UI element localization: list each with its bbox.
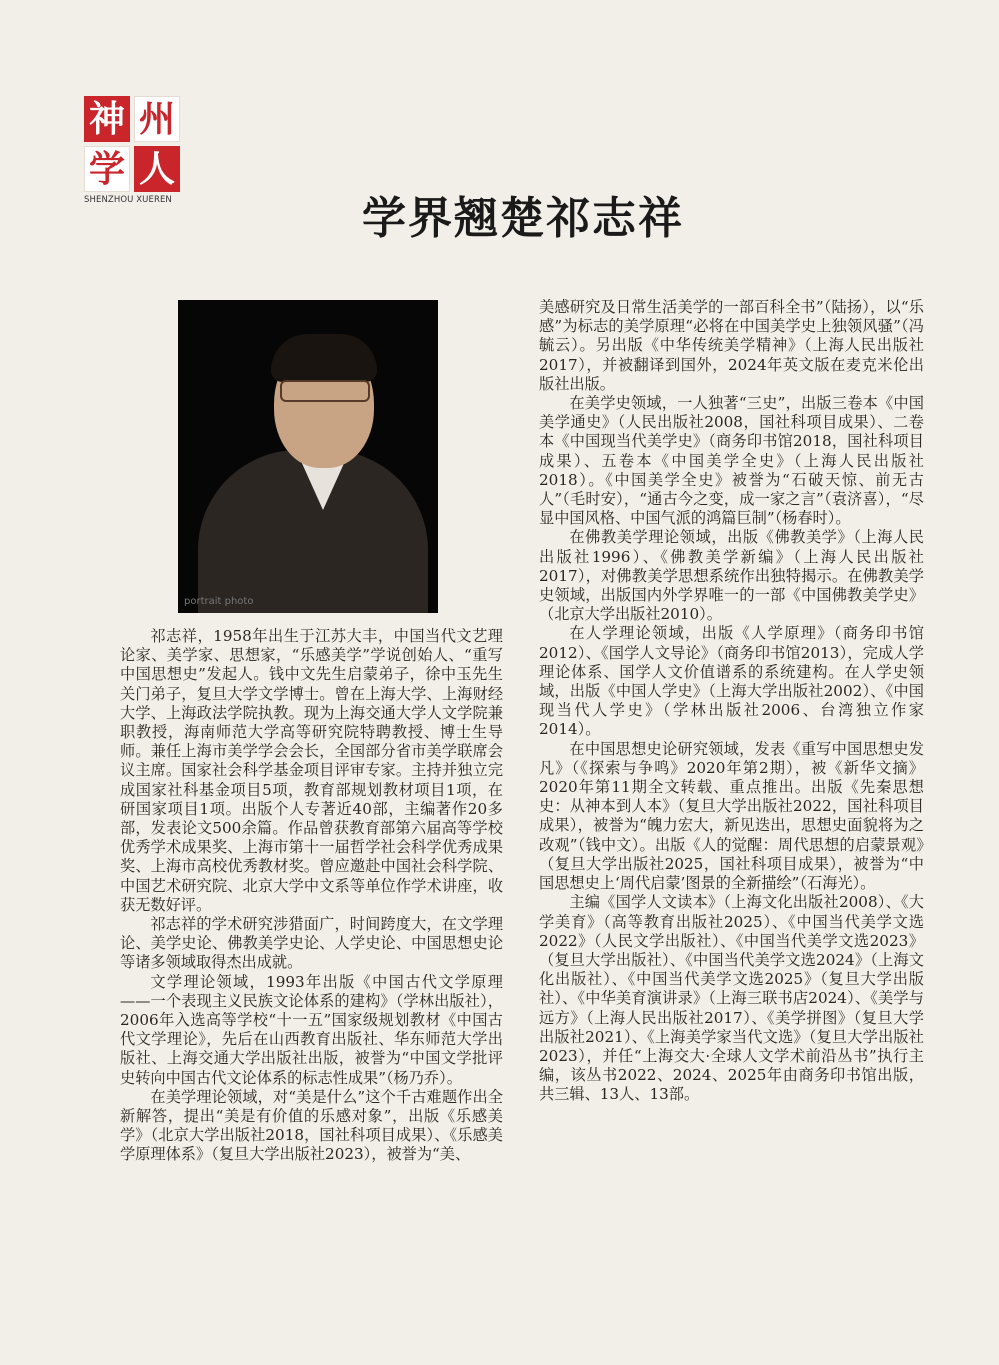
- article-paragraph: 在佛教美学理论领域，出版《佛教美学》（上海人民出版社1996）、《佛教美学新编》（上海人民出版社2017），对佛教美学思想系统作出独特揭示。在佛教美学史领域，出版国内外学界唯一的一部《中国佛教美学史》（北京大学出版社2010）。: [539, 528, 924, 624]
- article-column-right: [539, 298, 924, 1105]
- article-paragraph: 在中国思想史论研究领域，发表《重写中国思想史发凡》（《探索与争鸣》2020年第2期），被《新华文摘》2020年第11期全文转载、重点推出。出版《先秦思想史：从神本到人本》（复旦大学出版社2022，国社科项目成果），被誉为“魄力宏大，新见迭出，思想史面貌将为之改观”（钱中文）。出版《人的觉醒：周代思想的启蒙景观》（复旦大学出版社2025，国社科项目成果），被誉为“中国思想史上‘周代启蒙’图景的全新描绘”（石海光）。: [539, 739, 924, 893]
- article-paragraph: 文学理论领域，1993年出版《中国古代文学原理——一个表现主义民族文论体系的建构》（学林出版社），2006年入选高等学校“十一五”国家级规划教材《中国古代文学理论》，先后在山西教育出版社、华东师范大学出版社、上海交通大学出版社出版，被誉为“中国文学批评史转向中国古代文论体系的标志性成果”（杨乃乔）。: [120, 972, 503, 1087]
- photo-placeholder-label: portrait photo: [184, 596, 254, 607]
- article-paragraph-continued: 美感研究及日常生活美学的一部百科全书”（陆扬），以“乐感”为标志的美学原理“必将在中国美学史上独领风骚”（冯毓云）。另出版《中华传统美学精神》（上海人民出版社2017），并被翻译到国外，2024年英文版在麦克米伦出版社出版。: [539, 298, 924, 393]
- logo-subtitle: SHENZHOU XUEREN: [84, 195, 172, 205]
- article-paragraph: 在美学史领域，一人独著“三史”，出版三卷本《中国美学通史》（人民出版社2008，国社科项目成果）、二卷本《中国现当代美学史》（商务印书馆2018，国社科项目成果）、五卷本《中国美学全史》（上海人民出版社2018）。《中国美学全史》被誉为“石破天惊、前无古人”（毛时安），“通古今之变，成一家之言”（袁济喜），“尽显中国风格、中国气派的鸿篇巨制”（杨春时）。: [539, 394, 924, 528]
- portrait-hair: [271, 334, 377, 382]
- portrait-photo: [178, 300, 438, 613]
- article-paragraph: 祁志祥的学术研究涉猎面广，时间跨度大，在文学理论、美学史论、佛教美学史论、人学史论、中国思想史论等诸多领域取得杰出成就。: [120, 915, 503, 972]
- logo-char: 人: [134, 146, 180, 192]
- article-paragraph: 祁志祥，1958年出生于江苏大丰，中国当代文艺理论家、美学家、思想家，“乐感美学”学说创始人、“重写中国思想史”发起人。钱中文先生启蒙弟子，徐中玉先生关门弟子，复旦大学文学博士。曾在上海大学、上海财经大学、上海政法学院执教。现为上海交通大学人文学院兼职教授，海南师范大学高等研究院特聘教授、博士生导师。兼任上海市美学学会会长，全国部分省市美学联席会议主席。国家社会科学基金项目评审专家。主持并独立完成国家社科基金项目5项，教育部规划教材项目1项，在研国家项目1项。出版个人专著近40部，主编著作20多部，发表论文500余篇。作品曾获教育部第六届高等学校优秀学术成果奖、上海市第十一届哲学社会科学优秀成果奖、上海市高校优秀教材奖。曾应邀赴中国社会科学院、中国艺术研究院、北京大学中文系等单位作学术讲座，收获无数好评。: [120, 627, 503, 914]
- logo-char: 州: [134, 96, 180, 142]
- article-title: 学界翘楚祁志祥: [362, 193, 684, 244]
- article-paragraph: 在人学理论领域，出版《人学原理》（商务印书馆2012）、《国学人文导论》（商务印书馆2013），完成人学理论体系、国学人文价值谱系的系统建构。在人学史领域，出版《中国人学史》（上海大学出版社2002）、《中国现当代人学史》（学林出版社2006、台湾独立作家2014）。: [539, 624, 924, 739]
- portrait-glasses: [280, 380, 370, 402]
- article-column-left: [120, 627, 503, 1165]
- logo-char: 神: [84, 96, 130, 142]
- article-paragraph: 主编《国学人文读本》（上海文化出版社2008）、《大学美育》（高等教育出版社2025）、《中国当代美学文选2022》（人民文学出版社）、《中国当代美学文选2023》（复旦大学出版社）、《中国当代美学文选2024》（上海文化出版社）、《中国当代美学文选2025》（复旦大学出版社）、《中华美育演讲录》（上海三联书店2024）、《美学与远方》（上海人民出版社2017）、《美学拼图》（复旦大学出版社2021）、《上海美学家当代文选》（复旦大学出版社2023），并任“上海交大·全球人文学术前沿丛书”执行主编，该丛书2022、2024、2025年由商务印书馆出版，共三辑、13人、13部。: [539, 893, 924, 1104]
- article-paragraph: 在美学理论领域，对“美是什么”这个千古难题作出全新解答，提出“美是有价值的乐感对象”，出版《乐感美学》（北京大学出版社2018，国社科项目成果）、《乐感美学原理体系》（复旦大学出版社2023），被誉为“美、: [120, 1087, 503, 1164]
- logo-char: 学: [84, 146, 130, 192]
